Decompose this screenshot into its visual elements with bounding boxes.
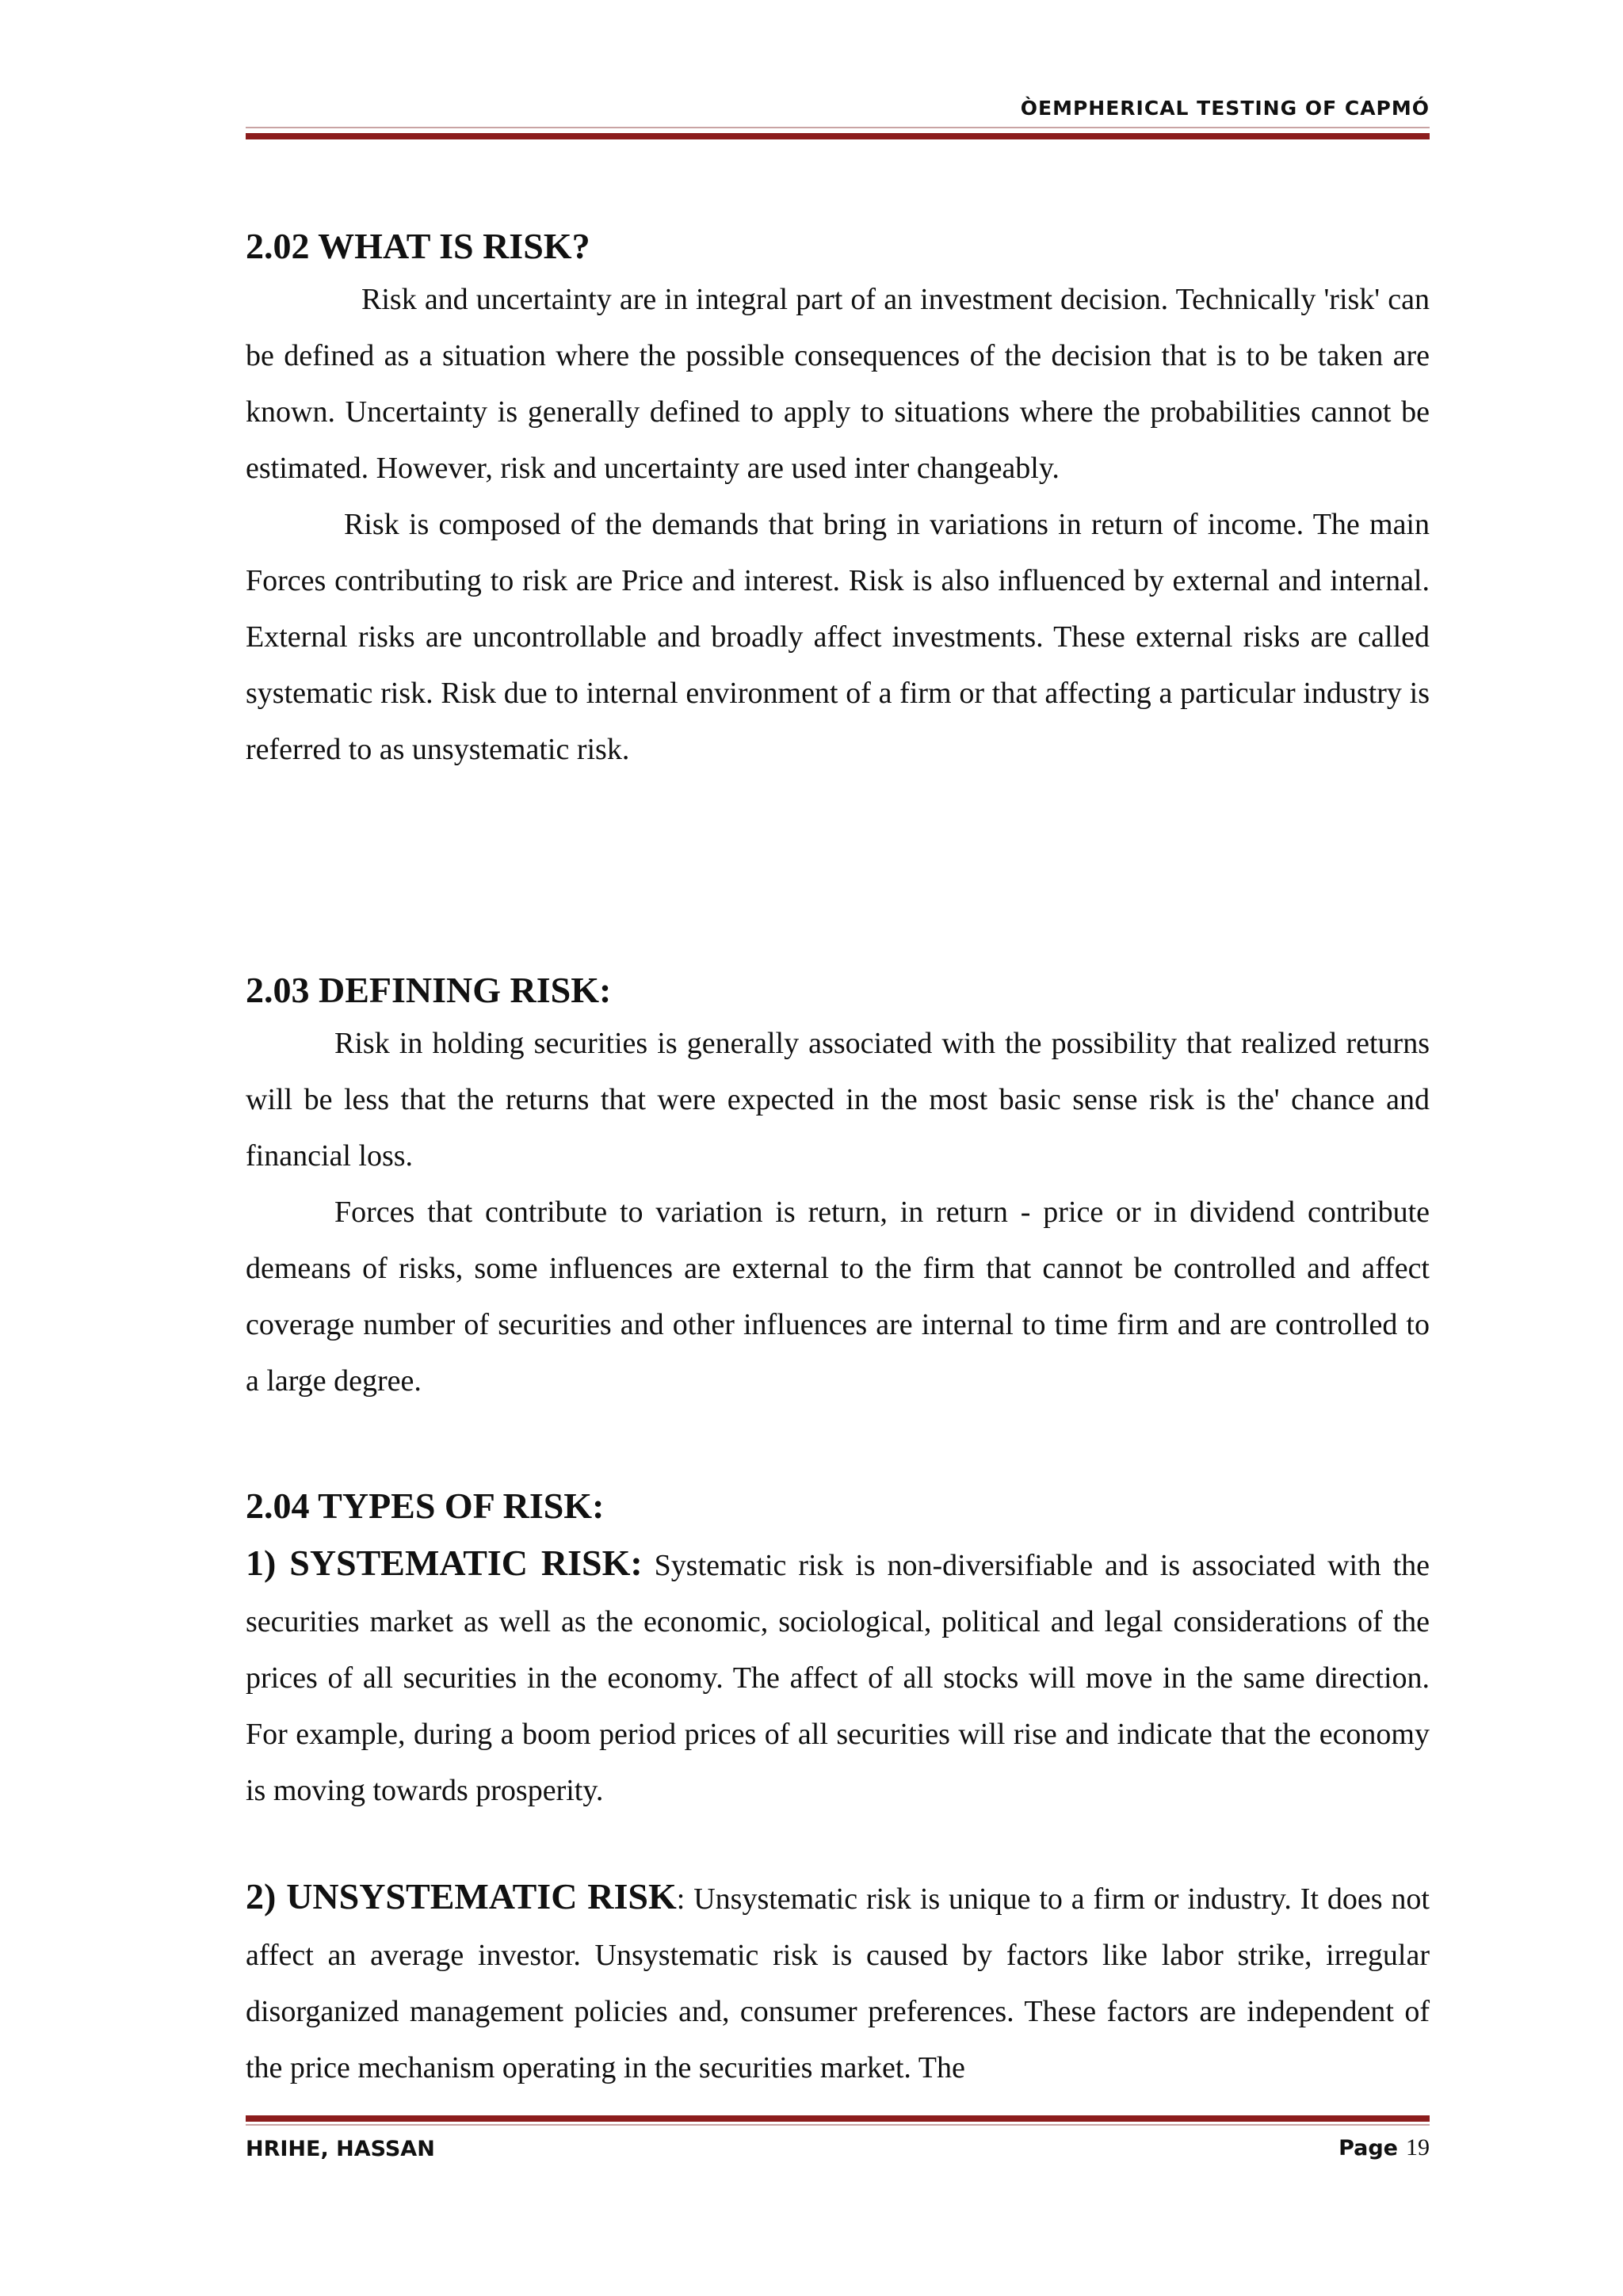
- footer-rule-thick: [246, 2115, 1430, 2122]
- footer-author: HRIHE, HASSAN: [246, 2137, 435, 2161]
- footer-page: [1338, 2134, 1430, 2161]
- definition-text: Systematic risk is non-diversifiable and is associated with the securities market as well as the economic, sociological, political and legal considerations of the prices of all securities in the economy. The affect of all stocks will move in the same direction. For example, during a boom period prices of all securities will rise and indicate that the economy is moving towards prosperity.: [246, 1549, 1430, 1807]
- running-title: ÒEMPHERICAL TESTING OF CAPMÓ: [1020, 97, 1430, 120]
- header-rule-thick: [246, 133, 1430, 139]
- section-2-03: [246, 967, 1430, 1409]
- paragraph: Risk and uncertainty are in integral part of an investment decision. Technically 'risk' can be defined as a situation where the possible consequences of the decision that is to be taken are known. Uncertainty is generally defined to apply to situations where the probabilities cannot be estimated. However, risk and uncertainty are used inter changeably.: [246, 283, 1430, 485]
- paragraph: Risk in holding securities is generally associated with the possibility that realized returns will be less that the returns that were expected in the most basic sense risk is the' chance and financial loss.: [246, 1027, 1430, 1173]
- paragraph-systematic-risk: [246, 1535, 1430, 1819]
- footer-rule-thin: [246, 2124, 1430, 2126]
- term-systematic-risk: 1) SYSTEMATIC RISK:: [246, 1543, 643, 1583]
- paragraph: Forces that contribute to variation is return, in return - price or in dividend contribute demeans of risks, some influences are external to the firm that cannot be controlled and affect coverage number of securities and other influences are internal to time firm and are controlled to a large degree.: [246, 1196, 1430, 1398]
- page-number: 19: [1406, 2134, 1430, 2161]
- page-label: Page: [1338, 2136, 1398, 2161]
- section-heading: 2.03 DEFINING RISK:: [246, 970, 612, 1010]
- section-2-02: [246, 223, 1430, 778]
- section-heading: 2.02 WHAT IS RISK?: [246, 226, 590, 266]
- section-2-04: [246, 1482, 1430, 2096]
- header-rule-thin: [246, 127, 1430, 128]
- definition-text: : Unsystematic risk is unique to a firm or industry. It does not affect an average investor. Unsystematic risk is caused by factors like labor strike, irregular disorganized management policies and, consumer preferences. These factors are independent of the price mechanism operating in the securities market. The: [246, 1882, 1430, 2084]
- paragraph-unsystematic-risk: [246, 1868, 1430, 2096]
- paragraph: Risk is composed of the demands that bring in variations in return of income. The main Forces contributing to risk are Price and interest. Risk is also influenced by external and internal. External risks are uncontrollable and broadly affect investments. These external risks are called systematic risk. Risk due to internal environment of a firm or that affecting a particular industry is referred to as unsystematic risk.: [246, 508, 1430, 766]
- section-heading: 2.04 TYPES OF RISK:: [246, 1486, 605, 1526]
- term-unsystematic-risk: 2) UNSYSTEMATIC RISK: [246, 1876, 677, 1917]
